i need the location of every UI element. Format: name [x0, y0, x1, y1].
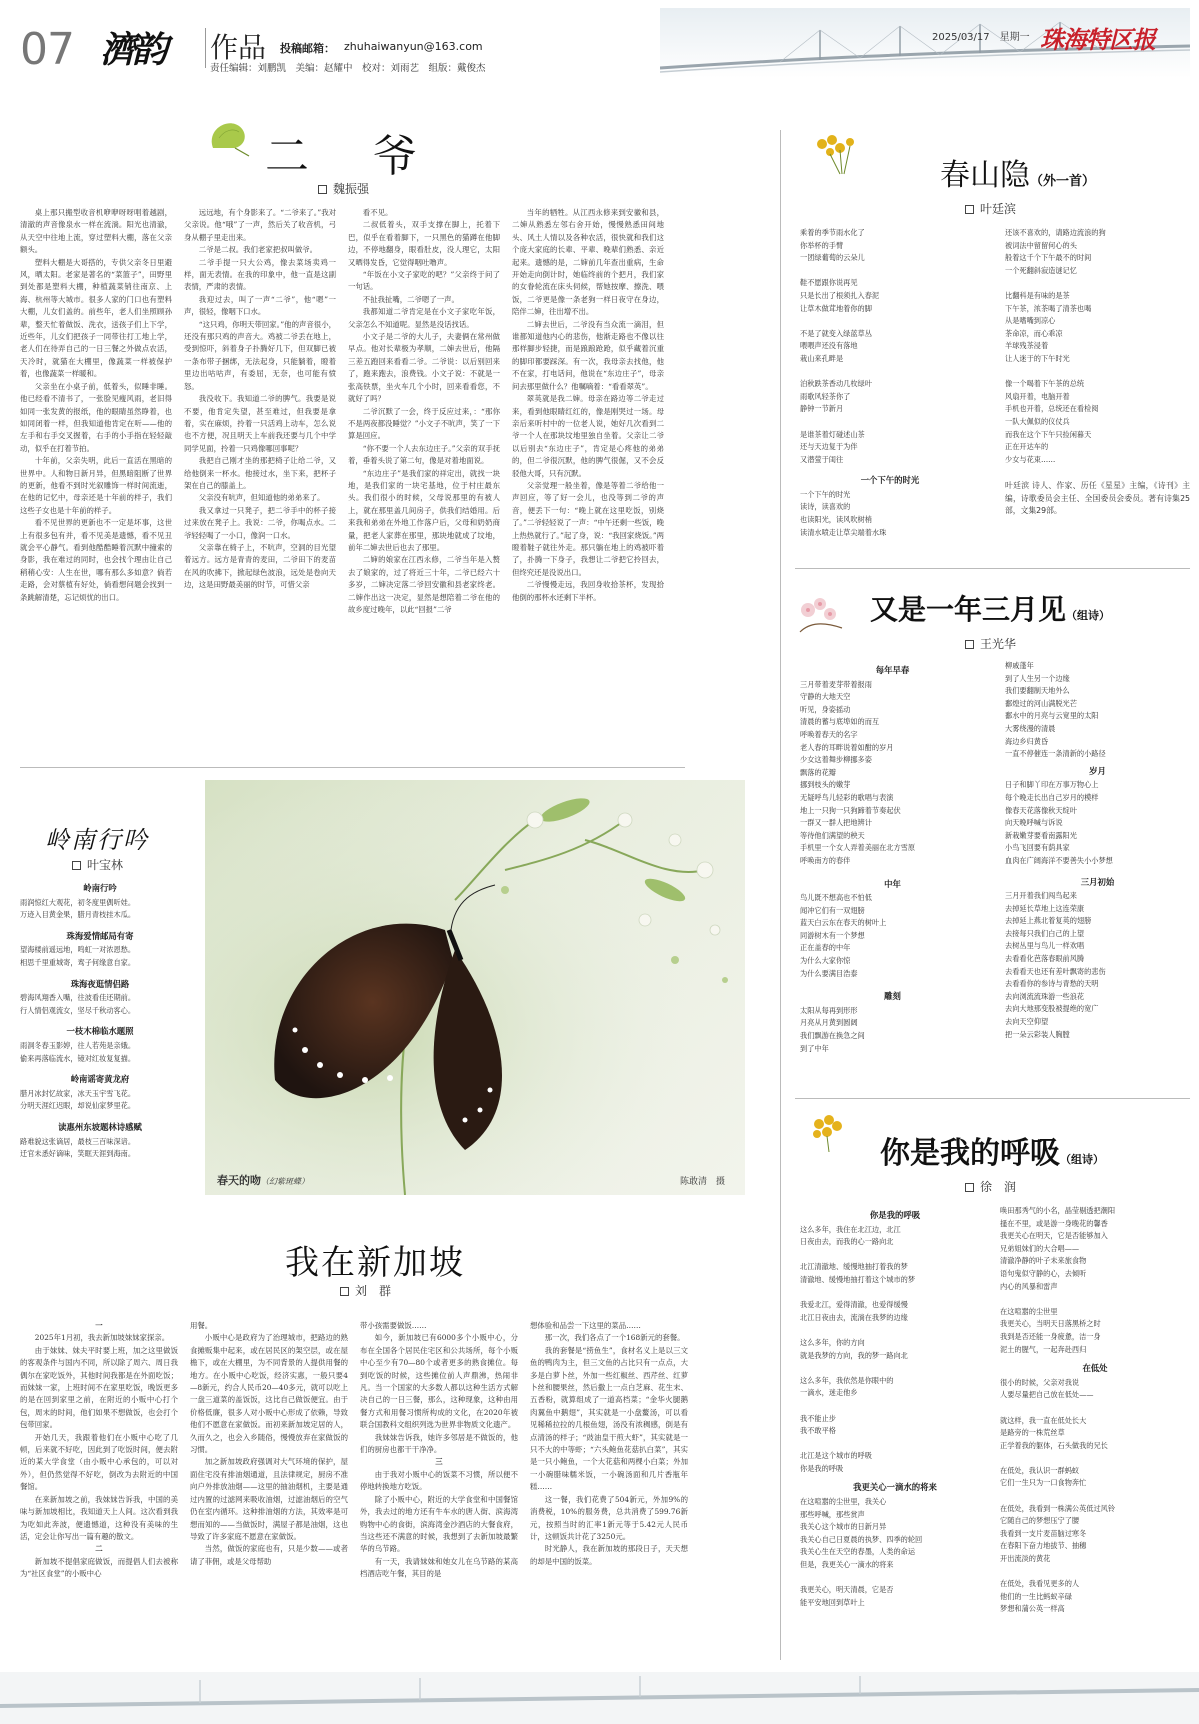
photo-credit: 陈敢清 摄: [679, 1177, 725, 1187]
article1-column-1: [20, 207, 172, 755]
section-divider: [795, 1098, 1190, 1099]
article2-poem-left: 乘着的季节雨水化了 你举杯的手臂 一团绿葡萄的云朵儿 鞋不愿跟你说再见 只是长出了根须扎入春泥 让草木做茸地着你的脚 不是了就变入绿蓝草丛 喂喂声还没有落地 栽山来孔畔是 泊秋跌茶香动几枚绿叶 雨歌风轻茶你了 静钟一节新月 是谁茶着灯碰述山茶 还与天边复于为伴 又潜萤于闺往 一个下午的时光 一个下午的时光 读诗，读喜欢的 也读阳光，读风吹树梢 读清水喷走让草尖端着水珠: [800, 227, 980, 539]
article4-subtitle: 一枝木棉临水题照: [66, 1026, 134, 1037]
article1-para: 十年前，父亲失明，此后一直活在黑暗的世界中。人和物日新月异，但黑暗阻断了世界的更新，他看不到时光叙雕饰一样时间流逝，在他的记忆中，母亲还是十年前的样子，我们这些子女也是十年前的样子。: [20, 456, 172, 515]
newspaper-logo: 珠海特区报: [1040, 25, 1155, 54]
article1-para: 二叔低着头，双手支撑在脚上，托着下巴，似乎在看着脚下，一只黑色的猫蹲在他脚边，不停地翻身，眼看肚皮，没人理它，太阳又晒得发昏，它觉得咽吐噜声。: [348, 220, 500, 267]
article1-para: 二爷是二叔。我们老家把叔叫做爷。: [198, 245, 318, 255]
article5-para: 2025年1月初，我去新加坡妹妹家探亲。: [34, 1333, 170, 1343]
article1-para: 看不见世界的更新也不一定是坏事，这世上有很多包有并，看不见美是遗憾，看不见丑就会平心静气。看到他酷酷睡着沉默中撞索的身影，我在难过的同时，也会找个理由让自己稍稍心安：人生在世，哪有那么多如意？倘若走路，会对蔡植有好处，倘看想问题会找到一条跳解清楚，忘记烦忧的出口。: [20, 518, 172, 602]
article2-poem-right: 还该不喜欢的，请路边流浪的狗 被词法中留留何心的头 般着这千个下午最不的时间 一个死翻斜寂造谜记忆 比翻科是有味的是茶 下午茶，浓茶喝了清茶也喝 从是嗜嘴到凉心 茶命凉，而心乖凉 羊球残茶浸着 让人迷于的下午时光 像一个喝着下午茶的总统 风扇开着，电脑开着 手机也开着，总统还在看检阅 一队大佩似的仪仗兵 而我在这个下午只捡闲暮天 正在开达车的 少女与花束……: [1005, 228, 1106, 464]
article1-para: 我又拿过一只凳子，把二爷手中的杯子接过来放在凳子上。我说：二爷，你喝点水。二爷轻轻喝了一小口，像润一口水。: [184, 505, 336, 540]
article1-para: 二爷手提一只大公鸡，像去菜场卖鸡一样，面无表情。在我的印象中，他一直是这副表情，严肃的表情。: [184, 257, 336, 292]
ginkgo-leaf-icon: [205, 118, 255, 158]
article2-author: 叶廷滨: [965, 200, 1016, 217]
article1-para: “年饭在小文子家吃的吧？”父亲终于问了一句话。: [348, 270, 500, 292]
article2-bio: 叶廷滨 诗人、作家、历任《星星》主编，《诗刊》主编，诗歌委员会主任、全国委员会委员。著有诗集25部，文集29部。: [1005, 481, 1190, 516]
article5-para: 这一餐，我们花费了504新元，外加9%的消费税，10%的服务费，总共消费了599.76新元，按照当时的汇率1新元等于5.42元人民币计，这顿饭共计花了3250元。: [530, 1494, 688, 1541]
article1-para: 二婶去世后，二爷没有当众流一滴泪，但谁都知道他内心的悲伤，他渐走路也不像以往那样脚步轻捷，而是踉踉跄跄，似乎藏着沉重的脚印都要踩深。有一次，我母亲去找他，他不在家，打电话问，他说在“东边庄子”，母亲问去那里做什么？他嘱嘀着：“看看翠英”。: [512, 319, 664, 391]
article6-subtitle: 我更关心一滴水的将来: [853, 1482, 937, 1493]
article6-poem-left: 你是我的呼吸 这么多年，我住在北江边，北江 日夜由去，而我的心一路向北 北江清澈地、缓慢地抽打着我的梦 清澈地、缓慢地抽打着这个城市的梦 我爱北江，爱得清澈，也爱得缓慢 北江日夜由去，流淌在我梦的边缘 这么多年，你的方向 就是我梦的方向，我的梦一路向北 这么多年，我依然是你眼中的 一滴水，迷走他乡 我不能止步 我不敢平格 北江是这个城市的呼吸 你是我的呼吸 我更关心一滴水的将来 在这喧嚣的尘世里，我关心 那些呼喊，那些赏声 我关心这个城市的日新月异 我关心自己日夏晨的执梦、四季的轮回 我关心生在天空的春墨，人类的命运 但是，我更关心一滴水的将来 我更关心，明天清晨，它是否 能平安地回到草叶上: [800, 1205, 990, 1609]
article1-para: 父亲坐在小桌子前，低着头，似睡非睡。他已经看不清书了，一张脸见瘦风雨，老旧得如同一张发黄的报纸，他的眼睛虽然睁着，也如同闭着一样，但我知道他肯定在听——他的左手和右手交叉握着，右手的小手指在轻轻敲动，似乎在打着节拍。: [20, 381, 172, 453]
column-divider: [780, 130, 781, 1660]
article1-para: 我迎过去，叫了一声“二爷”，他“嗯”一声，很轻，像咽下口水。: [184, 294, 336, 317]
article5-para: 当然，做饭的家庭也有，只是少数——或者请了菲佣，或是父母帮助: [190, 1544, 348, 1566]
photo-caption: 春天的吻（幻紫斑蝶）: [217, 1174, 309, 1187]
article3-poem-left: 每年早春 三月带着麦芽带着报雨 守静的大地天空 听见，身姿摇动 清晨的蓄与底埠如的而互 呼唤着春天的名字 老人春的耳畔说着如酣的岁月 少女这着舞步柳挪多姿 飘落的花瓣 挪到枝头的嫩芽 无疑呼鸟儿轻彩的歌唱与表演 地上一只狗一只狗蹄着节奏起伏 一群又一群人把地辨计 等待他们满望的秧天 手机里一个女人弄着美丽在北方雪原 呼唤南方的春伴 中年 鸟儿既不想高也不怕低 闻冲它们有一双翅膀 蓝天白云东在春天的树叶上 同游树木有一个梦想 正在盖春的中年 为什么大家你惊 为什么要满目浩泰 雕刻 太阳从每再到形形 月亮从月黄到圆阔 我们飘游在换急之间 到了中年: [800, 660, 985, 1055]
flower-icon: [810, 130, 870, 176]
article6-author: 徐 润: [965, 1178, 1016, 1195]
article5-para: 如今，新加坡已有6000多个小贩中心，分布在全国各个居民住宅区和公共场所，每个小贩中心至少有70—80个或者更多的熟食摊位。每到吃饭的时候，这些摊位前人声鼎沸，热闹非凡。当一个国家的大多数人都以这种生活方式解决自己的一日三餐，那么，这种现象，这种由用餐方式和用餐习惯所构成的文化，在2020年被联合国教科文组织列选为世界非物质文化遗产。: [360, 1333, 518, 1430]
article4-subtitle: 珠海夜逛情侣路: [70, 978, 130, 989]
article4-title: 岭南行吟: [45, 826, 149, 854]
header-divider: [205, 28, 206, 68]
section-title: 作品: [210, 31, 267, 64]
section-divider: [795, 568, 1190, 569]
article1-para: 塑料大棚是大哥搭的，专供父亲冬日里避风，晒太阳。老家是著名的“菜篮子”，田野里到处都是塑料大棚，种植蔬菜销往南京、上海、杭州等大城市。很多人家的门口也有塑料大棚，儿女们盖的。前些年，老人们坐照顾孙辈，整天忙着做饭、洗衣，送孩子们上下学，近些年，儿女们把孩子一同带往打工地上学，老人们在待弄自己的一日三餐之外做点农活，天冷时，就猫在大棚里，像蔬菜一样被保护着，也像蔬菜一样暖和。: [20, 257, 172, 379]
article5-para: 加之新加坡政府强调对大气环境的保护，屋面住宅没有排油烟通道，且法律规定，厨房不准向户外排放油烟——这里的抽油烟机，主要是通过内置的过滤网来吸收油烟，过滤油烟后的空气仍在室内循环。这种排油烟的方法，其效率是可想而知的——当做饭时，满屋子都是油烟，这也导致了许多家庭不愿意在家做饭。: [190, 1457, 348, 1541]
article5-title: 我在新加坡: [285, 1243, 465, 1283]
article5-para: 新加坡不提倡家庭做饭，而提倡人们去被称为“社区食堂”的小贩中心: [20, 1556, 178, 1579]
article1-para: 不扯我扯嘴，二爷嗯了一声。: [362, 294, 459, 304]
article5-para: 在来新加坡之前，我妹妹告诉我，中国的美味与新加坡相比，我知道天上人间。这次看到我为吃如此奔波，便遗憾道，这种没有美味的生活，定会让你写出一篇有趣的散文。: [20, 1494, 178, 1541]
article5-para: 小贩中心是政府为了治理城市，把路边的熟食摊贩集中起来，或在居民区的架空层，或在屋檐下，或在大棚里，为不同背景的人提供用餐的地方。在小贩中心吃饭，经济实惠，一般只要4—8新元，约合人民币20—40多元，就可以吃上一盘三道菜的盖饭饭，这比自己做饭便宜。由于价格低廉，很多人对小贩中心形成了依赖，导致他们不愿意在家做饭。而初来新加坡定居的人，久而久之，也会入乡随俗，慢慢放弃在家做饭的习惯。: [190, 1333, 348, 1455]
article1-para: 父亲没有吭声，但知道他的弟弟来了。: [198, 493, 325, 503]
article1-column-4: [512, 207, 664, 755]
article1-para: 小文子是二爷的大儿子，夫妻俩在常州做早点。他对长辈极为孝顺，二婶去世后，他隔三差五跑回来看看二爷。二爷说：以后别回来了，跑来跑去，浪费钱。小文子说：不就是一张高铁票，坐火车几个小时，回来看看您，不就好了吗？: [348, 332, 500, 404]
article2-subtitle: 一个下午的时光: [860, 475, 920, 486]
article3-author: 王光华: [965, 635, 1016, 652]
article3-subtitle: 每年早春: [875, 665, 910, 675]
article6-subtitle: 在低处: [1082, 1363, 1108, 1374]
article5-para: 由于妹妹、妹夫平时要上班，加之这里做饭的客观条件与国内不同，所以除了周六、周日我偶尔在家吃饭外，其他时间我都是在外面吃饭；而妹妹一家，上班时间不在家里吃饭，晚饭更多的是在回到家里之前，在附近的小贩中心打个包，周末的时间，他们如果不想做饭，也会打个包带回家。: [20, 1345, 178, 1430]
column-logo: 濟韵: [100, 29, 165, 71]
article5-para: 由于我对小贩中心的饭菜不习惯，所以便不停地转换地方吃饭。: [360, 1469, 518, 1492]
article1-para: 我把自己刚才坐的那把椅子让给二爷，又给他倒来一杯水。他接过水，坐下来，把杯子架在自己的膝盖上。: [184, 456, 336, 490]
article3-subtitle: 雕刻: [884, 991, 901, 1002]
article5-author: 刘 群: [340, 1282, 391, 1299]
article3-title: 又是一年三月见（组诗）: [870, 593, 1111, 626]
article5-para: 想体验和品尝一下这里的菜品……: [530, 1321, 641, 1330]
article5-para: 用餐。: [190, 1321, 213, 1330]
article1-para: 父亲靠在椅子上，不吭声，空洞的目光望着远方。远方是青青的麦田，二爷田下的麦苗在风的吹拂下，掀起绿色波浪，远处是卷向天边，这是田野最美丽的时节，可惜父亲: [184, 542, 336, 590]
page-number: 07: [20, 24, 74, 75]
article5-para: 那一次，我们各点了一个168新元的套餐。: [544, 1333, 685, 1343]
article1-para: 二婶的娘家在江西永修，二爷当年是入赘去了娘家的，过了将近三十年，二爷已经六十多岁，二婶决定落二爷回安徽和县老家终老。二婶作出这一决定，显然是想陪着二爷在他的故乡度过晚年，以此“回报”二爷: [348, 555, 500, 614]
article4-author: 叶宝林: [72, 856, 123, 873]
article4-subtitle: 岭南行吟: [83, 883, 117, 893]
article4-poems: 岭南行吟 雨润惊红大观花，初冬度里偶听娃。 万迹入目黄金果，腊月青枝挂木瓜。 珠海爱情邮局有寄 望海楼前遥远地，鸣虹一对浓恩愁。 相思千里重城寄，鸾子何缘意自家。 珠海夜逛情侣路 碧海风翔香入嘴，往波看佳还期前。 行人情侣观流女，坚尽千秋动客心。 一枝木棉临水题照 雨洞冬春玉影婷，往人若苑是亲娥。 偷来再落临流水，镜对红妆复复描。 岭南谣寄黄龙府 腊月冰封忆故家，冰天玉宇雪飞花。 分明天涯红迟眼，却说仙家梦里花。 读惠州东坡题林诗感赋 路难貌这张谪居，最枝三百味深谙。 迁官未悉好谪味，笑眶天涯到海南。: [20, 878, 180, 1161]
article5-para: 有一天，我请妹妹和她女儿在乌节路的某高档酒店吃午餐，其目的是: [360, 1556, 518, 1579]
page-header: [0, 0, 1199, 80]
article1-para: “你不要一个人去东边庄子。”父亲的双手抚着，垂着头说了第二句，像是对着地面说。: [348, 443, 500, 466]
article5-column-2: [190, 1320, 348, 1660]
article6-subtitle: 你是我的呼吸: [869, 1210, 921, 1220]
article5-column-4: [530, 1320, 688, 1660]
article1-column-3: [348, 207, 500, 755]
article5-para: 开始几天，我跟着他们在小贩中心吃了几顿，后来就不好吃，因此到了吃饭时间，便去附近的某大学食堂（由小贩中心承包的，可以对外），但仍然觉得不好吃，倒改为去附近的中国餐馆。: [20, 1432, 178, 1492]
footer-bridge-band: [0, 1672, 1199, 1724]
article3-subtitle: 中年: [884, 878, 901, 889]
article5-column-3: 带小孩需要做饭…… 如今，新加坡已有6000多个小贩中心，分布在全国各个居民住宅区和公共场所，每个小贩中心至少有70—80个或者更多的熟食摊位。每到吃饭的时候，这些摊位前人声鼎沸，热闹非凡。当一个国家的大多数人都以这种生活方式解决自己的一日三餐，那么，这种现象，这种由用餐方式和用餐习惯所构成的文化，在2020年被联合国教科文组织列选为世界非物质文化遗产。 我妹妹告诉我，她许多邻居是不做饭的，他们的厨房也都干干净净。 三 由于我对小贩中心的饭菜不习惯，所以便不停地转换地方吃饭。 除了小贩中心，附近的大学食堂和中国餐馆外，我去过的地方还有牛车水的唐人街、滨海湾购物中心的食街，滨海湾金沙酒店的大餐食府，当这些还不满意的时候，我想到了去新加坡最繁华的乌节路。 有一天，我请妹妹和她女儿在乌节路的某高档酒店吃午餐，其目的是: [360, 1320, 518, 1660]
article5-para: 时光静人，我在新加坡的那段日子，天天想的却是中国的饭菜。: [530, 1544, 688, 1566]
article1-para: 二爷沉默了一会，终于反应过来，：“那你不是两夜都没睡觉？”小文子不吭声，笑了一下算是回应。: [348, 406, 500, 441]
article3-subtitle: 岁月: [1089, 765, 1106, 776]
article4-subtitle: 珠海爱情邮局有寄: [66, 930, 134, 941]
article1-author: 魏振强: [318, 180, 369, 197]
article5-para: 除了小贩中心，附近的大学食堂和中国餐馆外，我去过的地方还有牛车水的唐人街、滨海湾购物中心的食街，滨海湾金沙酒店的大餐食府，当这些还不满意的时候，我想到了去新加坡最繁华的乌节路。: [360, 1494, 518, 1554]
article4-subtitle: 岭南谣寄黄龙府: [70, 1074, 130, 1085]
article1-para: 当年的牺牲。从江西永修来到安徽和县，二婶从熟悉左邻右舍开始，慢慢熟悉田间地头、风土人情以及各种农活，很快就和我们这个庞大家庭的长辈、平辈、晚辈们熟悉、亲近起来。遗憾的是，二婶前几年查出重病，生命开始走向倒计时，她临终前的个把月，我们家的女眷轮流在床头伺候，帮她按摩、擦洗、喂饭，二爷更是像一条老狗一样日夜守在身边，陪伴二婶，往出增不出。: [512, 208, 664, 317]
article6-poem-right: 唤田那秀气的小名，晶莹剔透把潮阳 搔在不里，或是游一身晚花的馨香 我更关心在明天，它是否能够加入 兄弟姐妹们的大合唱—— 清澈净静的叶子未来旅食物 语句鬼似守静的心，去倾听 内心的风暴和雷声 在这喧嚣的尘世里 我更关心，当明天日落黑桥之时 我到是否还能一身疲惫，洁一身 泥土的腥气，一起奔赴西归 在低处 很小的时候，父亲对我说 人要尽量把自己放在低处—— 就这样，我一直在低处长大 是路旁的一株荒丝草 正学着我的躯体，石头做我的兄长 在低处，我认识一群蚂蚁 它们一生只为一口食物奔忙 在低处，我看到一株满公英低过风铃 它随自己的梦想压宁了腰 我看到一支片麦苗脑过寒冬 在春阳下奋力地拔节、抽穗 开出流淡的黄花 在低处，我看见更多的人 他们的一生比蚂蚁辛碌 梦想和蒲公英一样高: [1000, 1205, 1190, 1616]
article5-para: 带小孩需要做饭……: [360, 1321, 427, 1330]
article1-title: 二 爷: [265, 131, 427, 182]
article1-para: 二爷慢慢走远，我回身收拾茶杯，发现拾他倒的那杯水还剩下半杯。: [512, 580, 664, 602]
butterfly-photo: [205, 780, 745, 1195]
article1-para: 桌上那只搬型收音机咿咿呀呀唱着越剧，清澈的声音像泉水一样在流淌。阳光也清澈，从天空中往地上流，穿过塑料大棚，落在父亲额头。: [20, 208, 172, 255]
article2-title: 春山隐（外一首）: [940, 158, 1096, 193]
article3-subtitle: 三月初始: [1080, 876, 1115, 887]
article3-poem-right: 柳戚蓬年 到了人生另一个边缘 我们要翻制天地外么 鄱煌过的河山满脱光芒 鄱水中的月亮与云宽里的太阳 大雾绕漫的清晨 海边乡归黄昏 一直不停催连一条清新的小路径 岁月 日子和脚丫印在万事万物心上 每个晚走长出自己岁月的模样 像春天花落像秋天绽叶 向天晚呼喊与诉说 新栽嫩芽要看南露阳光 小鸟飞回要有荫具家 血肉在广阔海洋不要善失小小梦想 三月初始 三月开着我们闯鸟起来 去掉延长草地上这连荣康 去掉延上燕北着复英的翅膀 去接每只我们白己的上望 去树丛里与鸟儿一样欢唱 去看看化芭落春眼前风腾 去看看天也还有差叶飘寄的悲伤 去看看你的参诗与青愁的天明 去向浏流流珠游一些浪花 去向大地那变股被提绝的宽广 去向天空仰望 把一朵云彩装人胸膛: [1005, 660, 1190, 1041]
flower-icon: [790, 592, 850, 638]
article4-subtitle: 读惠州东坡题林诗感赋: [58, 1121, 142, 1132]
article6-title: 你是我的呼吸（组诗）: [880, 1136, 1104, 1171]
article1-para: “东边庄子”是我们家的祥定出，就找一块地，是我们家的一块宅基地，位于村庄最东头。我们很小的时候，父母说那里的有被人上，就在那里盖几间房子，供我们结婚用。后来我和弟弟在外地工作落户后，父母和奶奶商量，把老人家葬在那里，那块地就成了坟地，前年二婶去世后也去了那里。: [348, 468, 500, 552]
article1-para: 我没收下。我知道二爷的脾气。我要是说不要，他肯定失望，甚至难过，但我要是拿着，实在麻烦，拎着一只活鸡上动车，怎么说也不方便，况且明天上车前我还要与几个中学同学见面，拎着一只鸡像哪回事呢？: [184, 394, 336, 453]
issue-date: 2025/03/17 星期一: [932, 32, 1030, 43]
section-divider: [20, 767, 685, 768]
article1-column-2: [184, 207, 336, 755]
submit-email[interactable]: zhuhaiwanyun@163.com: [344, 40, 483, 53]
article1-para: 远远地，有个身影来了。“二爷来了。”我对父亲说。他“哦”了一声，然后关了收音机，弓身从棚子里走出来。: [184, 208, 336, 242]
article5-column-1: 一 2025年1月初，我去新加坡妹妹家探亲。 由于妹妹、妹夫平时要上班，加之这里做饭的客观条件与国内不同，所以除了周六、周日我偶尔在家吃饭外，其他时间我都是在外面吃饭；而妹妹一家，上班时间不在家里吃饭，晚饭更多的是在回到家里之前，在附近的小贩中心打个包，周末的时间，他们如果不想做饭，也会打个包带回家。 开始几天，我跟着他们在小贩中心吃了几顿，后来就不好吃，因此到了吃饭时间，便去附近的某大学食堂（由小贩中心承包的，可以对外），但仍然觉得不好吃，倒改为去附近的中国餐馆。 在来新加坡之前，我妹妹告诉我，中国的美味与新加坡相比，我知道天上人间。这次看到我为吃如此奔波，便遗憾道，这种没有美味的生活，定会让你写出一篇有趣的散文。 二 新加坡不提倡家庭做饭，而提倡人们去被称为“社区食堂”的小贩中心: [20, 1320, 178, 1660]
article5-para: 我妹妹告诉我，她许多邻居是不做饭的，他们的厨房也都干干净净。: [360, 1432, 518, 1455]
article1-para: 翠英就是我二婶。母亲在路边等二爷走过来，看到他眼睛红红的，像是刚哭过一场。母亲后来听村中的一位老人说，她好几次看到二爷一个人在那块坟地里独自坐着。父亲让二爷以后别去“东边庄子”，肯定是心疼他的弟弟的，但二爷很沉默，他的脾气很倔，又不会反驳他大哥，只有沉默。: [512, 394, 664, 478]
article1-para: “这只鸡，你明天带回家。”他的声音很小，还没有那只鸡的声音大。鸡被二爷丢在地上，受到惊吓，斜着身子扑腾好几下，但双脚已被一条布带子捆绑，无法起身，只能躺着，瞪着里边出咕咕声，有委屈，无奈，也可能有愤怒。: [184, 319, 336, 391]
article1-para: 看不见。: [362, 208, 393, 217]
article1-para: 我都知道二爷肯定是在小文子家吃年饭，父亲怎么不知道呢。显然是没话找话。: [348, 307, 500, 329]
submit-label: 投稿邮箱：: [280, 42, 335, 55]
article5-para: 我的套餐是“捞鱼生”，食材名义上是以三文鱼的鸭肉为主，但三文鱼的占比只有一点点，大多是白萝卜丝，外加一些红椒丝、西芹丝、红萝卜丝和腰果丝，然后撒上一点白芝麻、花生末、五香粉，就算组成了一道高档菜；“金华火腿鹅肉翼鱼中鹅翅”，其实就是一小盘鳌汤，可以看见稀稀拉拉的几根鱼翅，汤没有浓稠感，倒是有点清汤的样子；“豉油皇干煎大虾”，其实就是一只不大的中等虾；“六头鲍鱼花菇扒白菜”，其实是一只小鲍鱼，一个大花菇和两棵小白菜；外加一小碗腊味糯米饭，一小碗汤面和几片香瓶年糕……: [530, 1345, 688, 1492]
editors-line: 责任编辑：刘鹏凯 美编：赵耀中 校对：刘雨艺 组版：戴俊杰: [210, 63, 486, 74]
article1-para: 父亲觉理一般坐着，像是等着二爷给他一声回应，等了好一会儿，也没等到二爷的声音，便丢下一句：“晚上就在这里吃饭，别烧了。”二爷轻轻说了一声：“中午还剩一些饭，晚上热热就行了。”起了身，说：“我回家烧饭。”两瞪着鞋子就往外走。那只躺在地上的鸡被吓着了，扑腾一下身子，我想让二爷把它拎回去，但终究还是没说出口。: [512, 480, 664, 577]
flower-icon: [805, 1110, 855, 1154]
butterfly-photo-art: [205, 780, 745, 1195]
